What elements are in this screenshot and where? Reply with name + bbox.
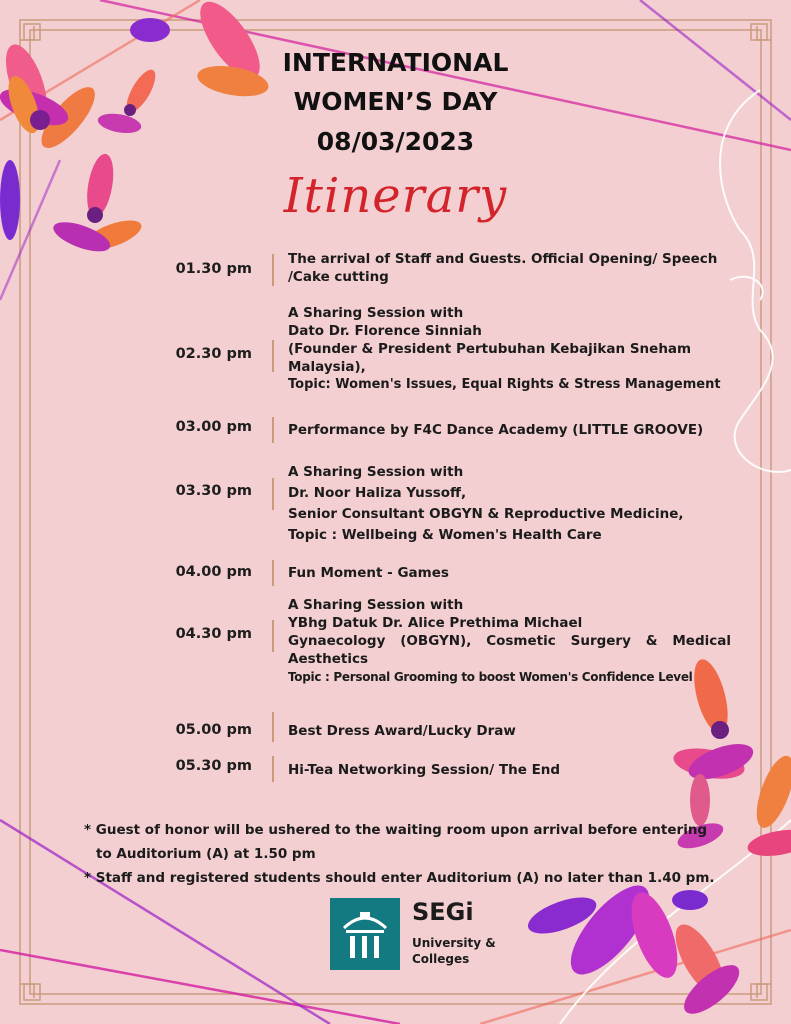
- itinerary-script-title: Itinerary: [283, 168, 508, 224]
- description-line: Performance by F4C Dance Academy (LITTLE GROOVE): [288, 422, 704, 438]
- divider: [272, 478, 274, 510]
- title-line-1: INTERNATIONAL: [282, 48, 509, 77]
- description-line: A Sharing Session with: [288, 597, 464, 613]
- description-line: Topic: Women's Issues, Equal Rights & Stress Management: [288, 377, 721, 392]
- logo-name: SEGi: [412, 898, 474, 926]
- note-guest-of-honor-cont: to Auditorium (A) at 1.50 pm: [96, 846, 316, 862]
- event-date: 08/03/2023: [316, 127, 475, 156]
- description-line: Best Dress Award/Lucky Draw: [288, 723, 516, 739]
- schedule-description: [288, 564, 731, 582]
- divider: [272, 712, 274, 742]
- schedule-time: 02.30 pm: [175, 346, 252, 362]
- building-icon: [330, 898, 400, 970]
- schedule-description: [288, 722, 731, 740]
- description-line: Malaysia),: [288, 359, 366, 375]
- logo-subtitle-line: Colleges: [412, 952, 470, 966]
- divider: [272, 560, 274, 586]
- schedule-description: [288, 304, 731, 394]
- description-line: (Founder & President Pertubuhan Kebajikan Sneham: [288, 341, 692, 357]
- description-line: Topic : Wellbeing & Women's Health Care: [288, 527, 602, 543]
- description-line: A Sharing Session with: [288, 305, 464, 321]
- description-line: /Cake cutting: [288, 269, 389, 285]
- description-line: Senior Consultant OBGYN & Reproductive Medicine,: [288, 506, 684, 522]
- description-line: Gynaecology (OBGYN), Cosmetic Surgery & Medical: [288, 633, 731, 649]
- divider: [272, 620, 274, 652]
- note-staff-students: * Staff and registered students should enter Auditorium (A) no later than 1.40 pm.: [84, 870, 715, 886]
- logo-subtitle: [412, 935, 496, 967]
- schedule-time: 01.30 pm: [175, 261, 252, 277]
- schedule-description: [288, 421, 731, 439]
- schedule-description: [288, 596, 731, 686]
- divider: [272, 254, 274, 286]
- title-line-2: WOMEN’S DAY: [293, 87, 498, 116]
- description-line: A Sharing Session with: [288, 464, 464, 480]
- description-line: Topic : Personal Grooming to boost Women's Confidence Level: [288, 670, 693, 684]
- schedule-time: 05.30 pm: [175, 758, 252, 774]
- schedule-description: [288, 250, 731, 286]
- flowers-bottom-right: [524, 656, 791, 1022]
- description-line: YBhg Datuk Dr. Alice Prethima Michael: [288, 615, 583, 631]
- description-line: Dr. Noor Haliza Yussoff,: [288, 485, 467, 501]
- divider: [272, 340, 274, 372]
- description-line: The arrival of Staff and Guests. Official Opening/ Speech: [288, 251, 718, 267]
- schedule-description: [288, 761, 731, 779]
- divider: [272, 756, 274, 782]
- note-guest-of-honor: * Guest of honor will be ushered to the waiting room upon arrival before entering: [84, 822, 708, 838]
- schedule-description: [288, 462, 731, 546]
- schedule-time: 04.30 pm: [175, 626, 252, 642]
- divider: [272, 417, 274, 443]
- logo-subtitle-line: University &: [412, 936, 496, 950]
- schedule-time: 03.30 pm: [175, 483, 252, 499]
- schedule-time: 04.00 pm: [175, 564, 252, 580]
- description-line: Hi-Tea Networking Session/ The End: [288, 762, 561, 778]
- description-line: Dato Dr. Florence Sinniah: [288, 323, 482, 339]
- schedule-time: 05.00 pm: [175, 722, 252, 738]
- schedule-time: 03.00 pm: [175, 419, 252, 435]
- description-line: Fun Moment - Games: [288, 565, 449, 581]
- description-line: Aesthetics: [288, 651, 368, 667]
- segi-logo-mark: [330, 898, 400, 970]
